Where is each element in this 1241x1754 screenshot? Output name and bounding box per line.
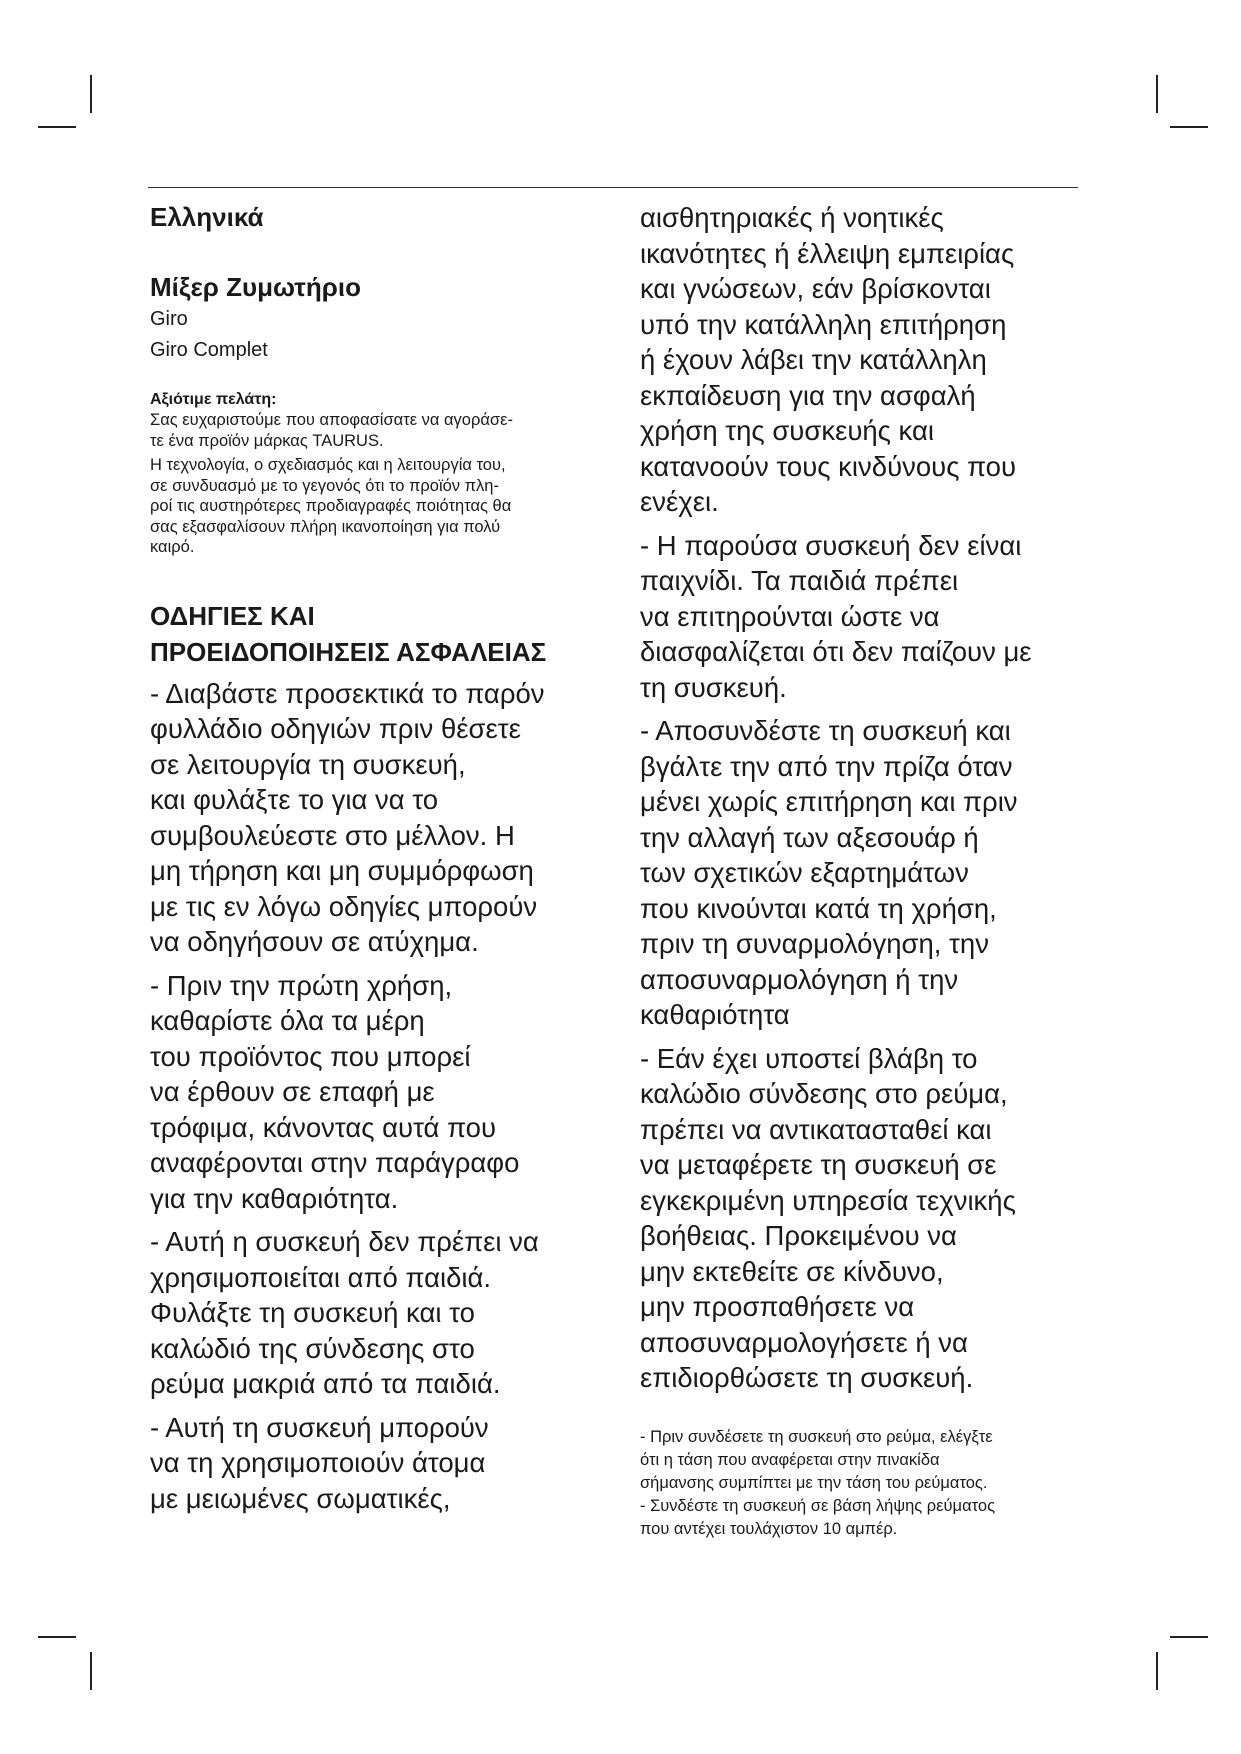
model-name: Giro bbox=[150, 308, 188, 330]
model-name: Giro Complet bbox=[150, 339, 268, 361]
left-column bbox=[150, 200, 620, 1524]
safety-item: αισθητηριακές ή νοητικές ικανότητες ή έλλειψη εμπειρίας και γνώσεων, εάν βρίσκονται υπό την κατάλληλη επιτήρηση ή έχουν λάβει την κατάλληλη εκπαίδευση για την ασφαλή χρήση της συσκευής και κατανοούν τους κινδύνους που ενέχει. bbox=[640, 202, 1017, 517]
safety-heading: ΟΔΗΓΙΕΣ ΚΑΙ ΠΡΟΕΙΔΟΠΟΙΗΣΕΙΣ ΑΣΦΑΛΕΙΑΣ bbox=[150, 600, 547, 667]
safety-item: - Αυτή τη συσκευή μπορούν να τη χρησιμοποιούν άτομα με μειωμένες σωματικές, bbox=[150, 1411, 489, 1514]
top-rule bbox=[148, 187, 1078, 188]
crop-mark bbox=[1170, 126, 1208, 128]
greeting: Αξιότιμε πελάτη: bbox=[150, 391, 277, 408]
safety-item: - Εάν έχει υποστεί βλάβη το καλώδιο σύνδεσης στο ρεύμα, πρέπει να αντικατασταθεί και να μεταφέρετε τη συσκευή σε εγκεκριμένη υπηρεσία τεχνικής βοήθειας. Προκειμένου να μην εκτεθείτε σε κίνδυνο, μην προσπαθήσετε να αποσυναρμολογήσετε ή να επιδιορθώσετε τη συσκευή. bbox=[640, 1042, 1016, 1393]
crop-mark bbox=[1156, 1652, 1158, 1690]
safety-note: - Συνδέστε τη συσκευή σε βάση λήψης ρεύματος που αντέχει τουλάχιστον 10 αμπέρ. bbox=[640, 1496, 996, 1538]
crop-mark bbox=[90, 75, 92, 113]
crop-mark bbox=[38, 1636, 76, 1638]
crop-mark bbox=[38, 126, 76, 128]
language-heading: Ελληνικά bbox=[150, 202, 264, 232]
intro-paragraph: Σας ευχαριστούμε που αποφασίσατε να αγοράσε- τε ένα προϊόν μάρκας TAURUS. bbox=[150, 411, 513, 450]
safety-item: - Διαβάστε προσεκτικά το παρόν φυλλάδιο οδηγιών πριν θέσετε σε λειτουργία τη συσκευή, και φυλάξτε το για να το συμβουλεύεστε στο μέλλον. Η μη τήρηση και μη συμμόρφωση με τις εν λόγω οδηγίες μπορούν να οδηγήσουν σε ατύχημα. bbox=[150, 677, 545, 957]
crop-mark bbox=[90, 1652, 92, 1690]
safety-item: - Αυτή η συσκευή δεν πρέπει να χρησιμοποιείται από παιδιά. Φυλάξτε τη συσκευή και το καλώδιό της σύνδεσης στο ρεύμα μακριά από τα παιδιά. bbox=[150, 1226, 539, 1399]
crop-mark bbox=[1170, 1636, 1208, 1638]
crop-mark bbox=[1156, 75, 1158, 113]
safety-note: - Πριν συνδέσετε τη συσκευή στο ρεύμα, ελέγξτε ότι η τάση που αναφέρεται στην πινακίδα σήμανσης συμπίπτει με την τάση του ρεύματος. bbox=[640, 1427, 993, 1492]
safety-item: - Πριν την πρώτη χρήση, καθαρίστε όλα τα μέρη του προϊόντος που μπορεί να έρθουν σε επαφή με τρόφιμα, κάνοντας αυτά που αναφέρονται στην παράγραφο για την καθαριότητα. bbox=[150, 969, 520, 1214]
safety-item: - Η παρούσα συσκευή δεν είναι παιχνίδι. Τα παιδιά πρέπει να επιτηρούνται ώστε να διασφαλίζεται ότι δεν παίζουν με τη συσκευή. bbox=[640, 529, 1032, 703]
right-column bbox=[640, 200, 1090, 1541]
intro-paragraph: Η τεχνολογία, ο σχεδιασμός και η λειτουργία του, σε συνδυασμό με το γεγονός ότι το προϊόν πλη- ροί τις αυστηρότερες προδιαγραφές ποιότητας θα σας εξασφαλίσουν πλήρη ικανοποίηση για πολύ καιρό. bbox=[150, 456, 512, 556]
safety-item: - Αποσυνδέστε τη συσκευή και βγάλτε την από την πρίζα όταν μένει χωρίς επιτήρηση και πριν την αλλαγή των αξεσουάρ ή των σχετικών εξαρτημάτων που κινούνται κατά τη χρήση, πριν τη συναρμολόγηση, την αποσυναρμολόγηση ή την καθαριότητα bbox=[640, 715, 1018, 1030]
product-title: Μίξερ Ζυμωτήριο bbox=[150, 272, 361, 302]
